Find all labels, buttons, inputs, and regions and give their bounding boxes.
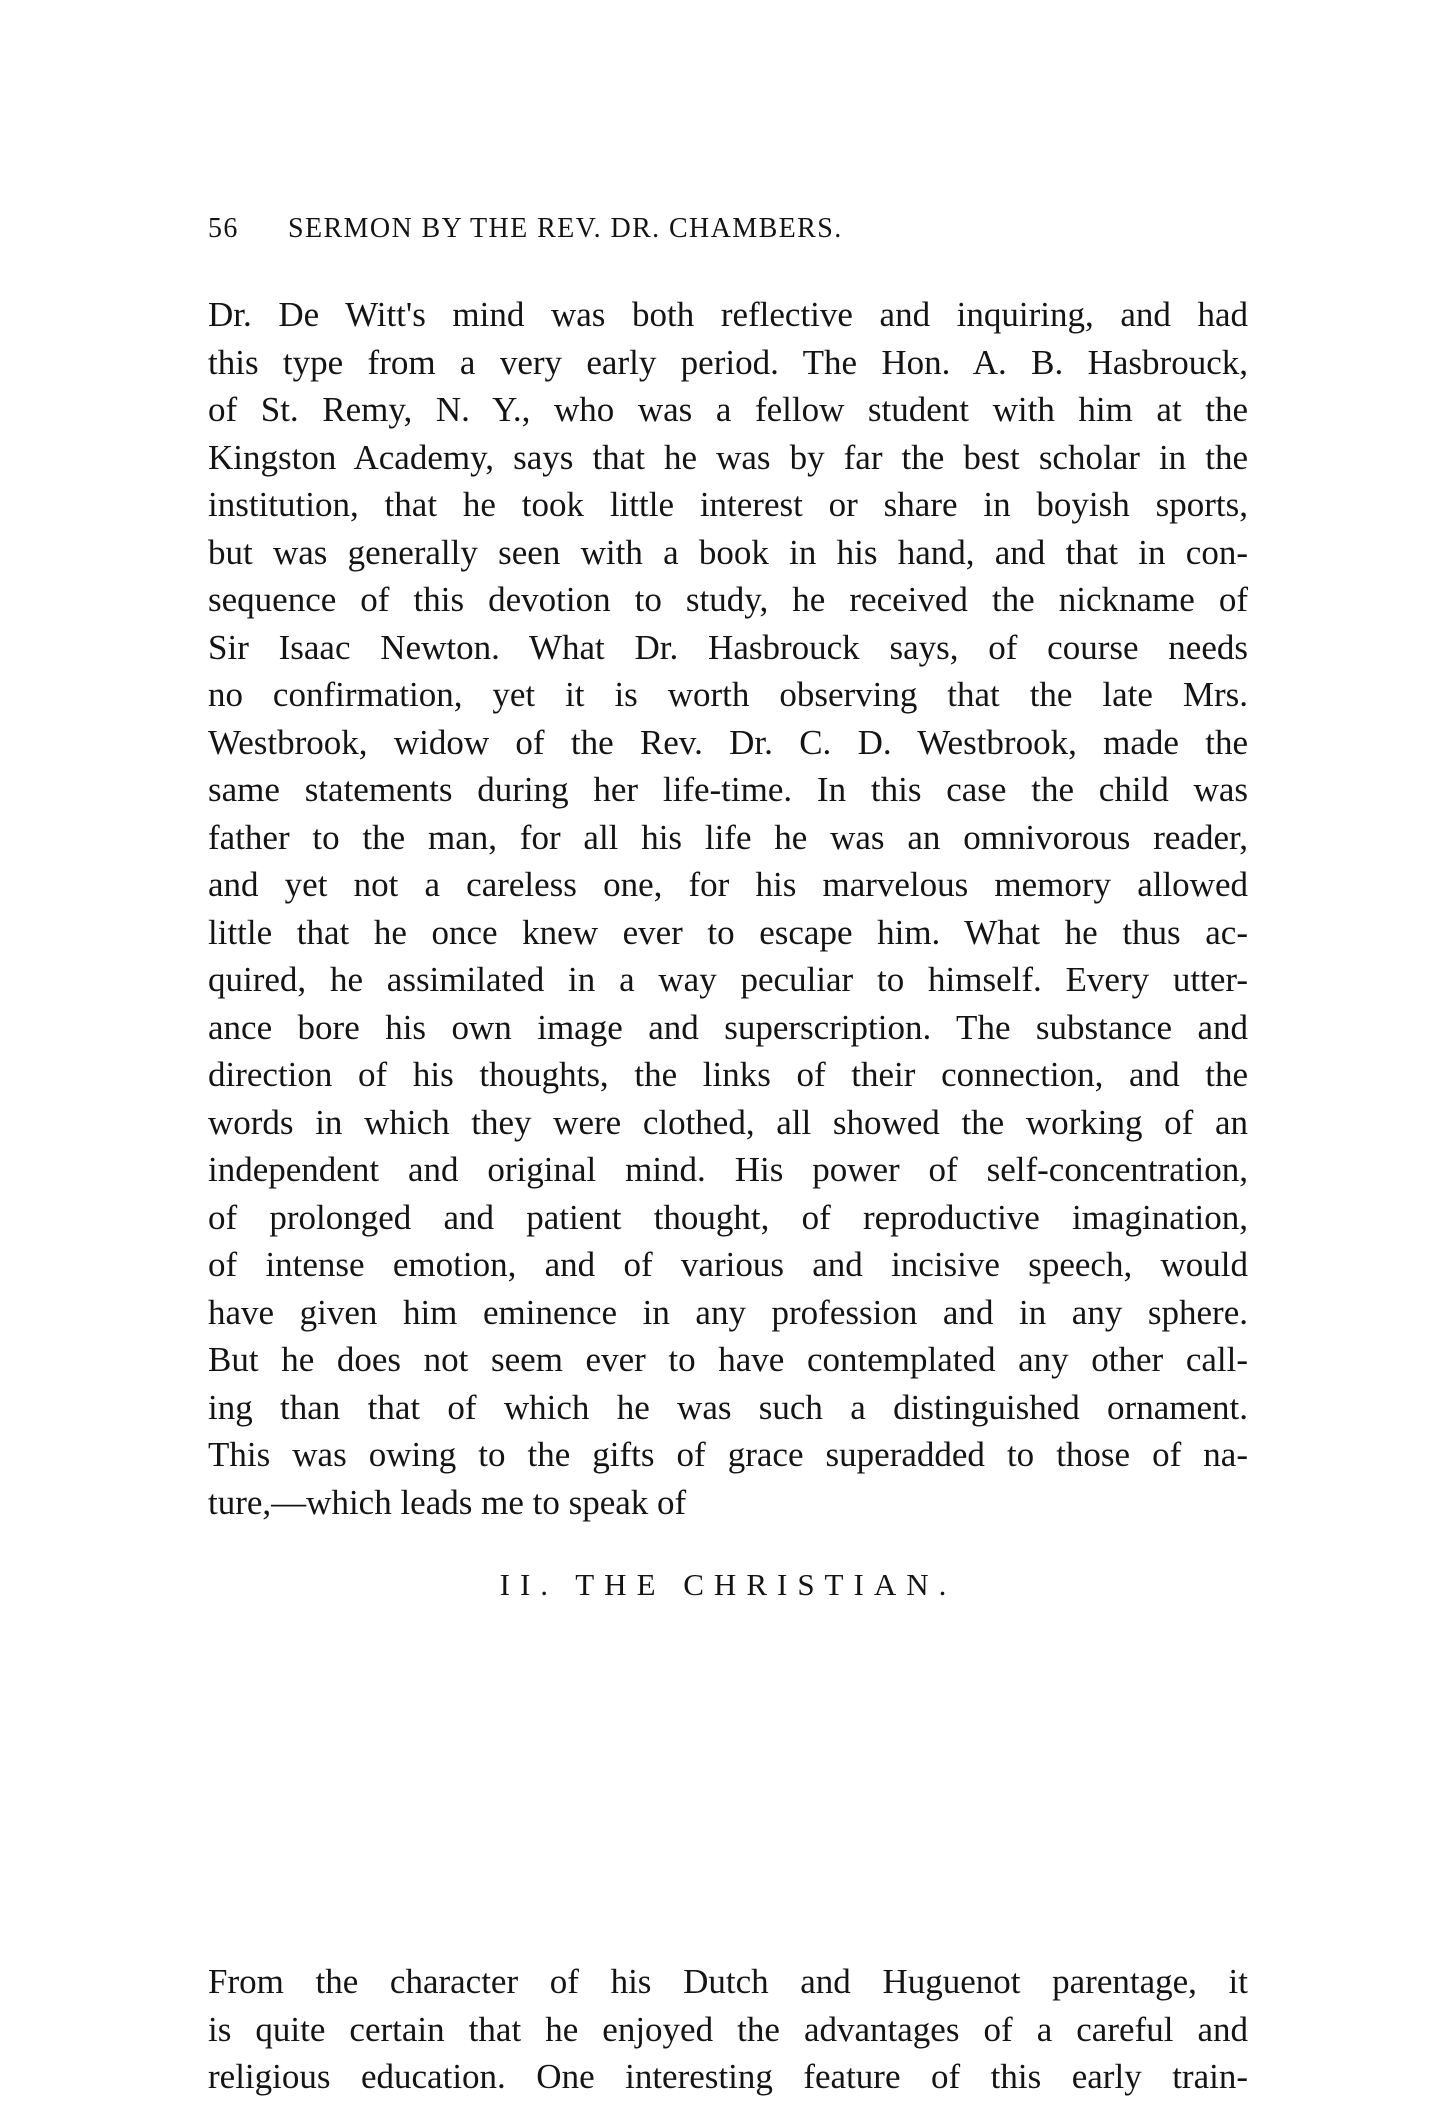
running-head-title: SERMON BY THE REV. DR. CHAMBERS. bbox=[288, 213, 843, 244]
text-line: of intense emotion, and of various and incisive speech, would bbox=[208, 1245, 1248, 1284]
text-line: same statements during her life-time. In this case the child was bbox=[208, 770, 1248, 809]
text-line: quired, he assimilated in a way peculiar to himself. Every utter- bbox=[208, 960, 1248, 999]
text-line: This was owing to the gifts of grace superadded to those of na- bbox=[208, 1435, 1248, 1474]
section-heading: II. THE CHRISTIAN. bbox=[499, 1567, 957, 1602]
text-line: religious education. One interesting feature of this early train- bbox=[208, 2057, 1248, 2096]
text-line: But he does not seem ever to have contemplated any other call- bbox=[208, 1340, 1248, 1379]
text-line: Dr. De Witt's mind was both reflective and inquiring, and had bbox=[208, 295, 1248, 334]
text-line: sequence of this devotion to study, he received the nickname of bbox=[208, 580, 1248, 619]
page-number: 56 bbox=[208, 213, 239, 244]
text-line: little that he once knew ever to escape him. What he thus ac- bbox=[208, 912, 1248, 952]
text-line: ing than that of which he was such a distinguished ornament. bbox=[208, 1387, 1248, 1427]
text-line: direction of his thoughts, the links of their connection, and the bbox=[208, 1055, 1248, 1094]
paragraph-the-christian bbox=[208, 1958, 1248, 2101]
text-line: of St. Remy, N. Y., who was a fellow student with him at the bbox=[208, 390, 1248, 429]
text-line: Kingston Academy, says that he was by far the best scholar in the bbox=[208, 437, 1248, 477]
text-line: no confirmation, yet it is worth observing that the late Mrs. bbox=[208, 675, 1248, 714]
running-head bbox=[208, 213, 1248, 253]
text-line: is quite certain that he enjoyed the advantages of a careful and bbox=[208, 2009, 1248, 2049]
text-line: but was generally seen with a book in his hand, and that in con- bbox=[208, 532, 1248, 572]
text-line: ance bore his own image and superscription. The substance and bbox=[208, 1007, 1248, 1047]
text-line: independent and original mind. His power of self-concentration, bbox=[208, 1150, 1248, 1189]
text-line: this type from a very early period. The Hon. A. B. Hasbrouck, bbox=[208, 342, 1248, 382]
text-line: institution, that he took little interest or share in boyish sports, bbox=[208, 485, 1248, 524]
paragraph-the-scholar bbox=[208, 291, 1248, 1526]
text-line: words in which they were clothed, all showed the working of an bbox=[208, 1102, 1248, 1142]
text-line: father to the man, for all his life he was an omnivorous reader, bbox=[208, 817, 1248, 857]
text-line: From the character of his Dutch and Huguenot parentage, it bbox=[208, 1962, 1248, 2001]
text-line: of prolonged and patient thought, of reproductive imagination, bbox=[208, 1197, 1248, 1237]
text-line: ture,—which leads me to speak of bbox=[208, 1482, 687, 1522]
text-line: have given him eminence in any profession and in any sphere. bbox=[208, 1292, 1248, 1332]
text-line: Westbrook, widow of the Rev. Dr. C. D. Westbrook, made the bbox=[208, 722, 1248, 762]
text-line: Sir Isaac Newton. What Dr. Hasbrouck says, of course needs bbox=[208, 627, 1248, 667]
text-line: and yet not a careless one, for his marvelous memory allowed bbox=[208, 865, 1248, 904]
